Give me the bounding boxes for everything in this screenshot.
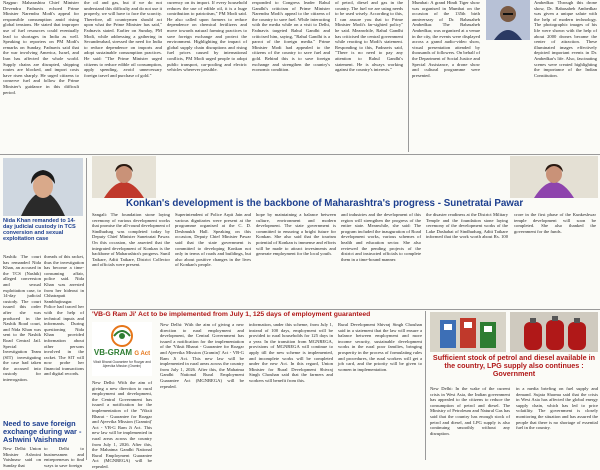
article-column: to Delhi to businessmen and entrepreneurs to find ways to save foreign [44,446,84,468]
article-column: threads of this racket, thus the investigation has become a time-consuming affair, police said. Nida Khan was arrested from her hideout in Chhatrapati Sambhajinagar. Police had traced her with the help of technical inputs and informants. During questioning Nida Khan provided information about other persons involved in the racket. The SIT will now probe her financial transactions and digital records. [44,254,84,377]
article-column: the oil and gas, but if we do not understand this difficulty and do not use it properly, we will have to face the scarcity. Therefore, all countrymen should act upon what the Prime Minister has said," Fadnavis stated. Earlier on Sunday, PM Modi, while addressing a gathering in Secunderabad, stressed the need for India to reduce dependence on imports and adopt sustainable consumption practices. He said: "The Prime Minister urged citizens to reduce edible oil consumption, apply spending, avoid unnecessary foreign travel and purchase of gold." [84,0,162,78]
article-column: the disaster readiness at the District Military Temple and the foundation stone laying ceremony of the development works of the Lake Dashabai of Sindhudurg. Aditi Tatkare informed that the work worth about Rs. 100 crore in the first phase of the Kunkeshwar temple development will soon be completed. She also thanked the government for the funds. [426,212,596,240]
article-column: currency on its import. If every household reduces the use of edible oil, it is a huge contribution to patriotism," PM Modi said. He also called upon farmers to reduce dependence on chemical fertilizers and move towards natural farming practices to save foreign exchange and protect the environment. Highlighting the impact of global supply chain disruptions and rising fuel prices caused by international conflicts, PM Modi urged people to adopt public transport, car-pooling and electric vehicles wherever possible. [167,0,247,73]
ambedkar-portrait-image [486,0,530,40]
lpg-cylinder-photo [510,312,598,352]
vbgram-logo-main: VB-GRAM [93,348,133,357]
section-divider [0,154,600,155]
vbgram-logo-text [92,348,152,359]
fuel-headline: Sufficient stock of petrol and diesel available in the country, LPG supply also continues : Government [432,353,596,378]
fuel-pump-photo [430,312,506,352]
column-divider [408,0,409,152]
konkan-headline: Konkan's development is the backbone of Maharashtra's progress - Sunetratai Pawar [126,198,524,209]
vaishnaw-headline: Need to save foreign exchange during war - Ashwini Vaishnaw [3,419,82,445]
vbgram-headline: 'VB-G Ram Ji' Act to be implemented from July 1, 125 days of employment guaranteed [92,311,371,318]
article-column: Ambedkar. Through this drone show, Dr. Babasaheb Ambedkar was given a unique salute with the help of modern technology. The photographic images of his life were shown with the help of about 2000 drones became the center of attraction. These illuminated images effectively depicted important events in Dr. Ambedkar's life. Also, fascinating scenes were created highlighting the importance of the Indian Constitution. [534,0,597,78]
sunetra-pawar-photo-right [510,156,598,198]
column-divider [86,158,87,460]
article-column: New Delhi: With the aim of giving a new direction to rural employment and development, the Central Government has issued a notification for the implementation of the 'Viksit Bharat - Guarantee for Rozgar and Ajeevika Mission (Gramin)' Act - VB-G Ram Ji Act. This new law will be implemented in rural areas across the country from July 1, 2026. After this, the Mahatma Gandhi National Rural Employment Guarantee Act (MGNREGA) will be repealed. [160,322,244,389]
nida-khan-photo [3,158,83,216]
nida-khan-headline: Nida Khan remanded to 14-day judicial custody in TCS conversion and sexual exploitation case [3,218,76,243]
article-column: of petrol, diesel and gas in the country. The fuel we are using needs to be used wisely. According to this, I can assure you that to Prime Minister Modi's far-sighted policy" he said. Meanwhile, Rahul Gandhi has criticised the central government while reacting to Modi's statement. Responding to this, Fadnavis said, "There is no need to pay any attention to Rahul Gandhi's statement. He is always working against the country's interests." [335,0,403,73]
article-column: responded to Congress leader Rahul Gandhi's criticism of Prime Minister Narendra Modi's appeal to the citizens of the country to save fuel. While interacting with the media while on a visit to Delhi, Fadnavis targeted Rahul Gandhi and criticised him, saying, "Rahul Gandhi is a parrot of the foreign media." Prime Minister Modi had appealed to the citizens of the country to save fuel and gold. Behind this is to save foreign exchange and strengthen the country's economic condition. [252,0,330,73]
article-column: information, under this scheme, from July 1, instead of 100 days, employment will be provided to rural households for 125 days in a year. In the transition from MGNREGA, provisions of MGNREGA will continue to apply till the new scheme is implemented, and incomplete works will be completed under the new Act. In this regard, Union Minister for Rural Development Shivraj Singh Chouhan said that the farmers and workers will benefit from this. [249,322,333,383]
article-column: Sangali: The foundation stone laying ceremony of various development works that promise the all-round development of Sindhudurg was completed today by Deputy Chief Minister Sunetratai Pawar. On this occasion, she asserted that the integrated development of Konkan is the backbone of Maharashtra's progress. Sunil Tatkare, Aditi Tatkare, District Collector and officials were present. [92,212,171,268]
section-divider [90,309,600,310]
article-column: and industries and the development of this region will strengthen the progress of the entire state. Meanwhile, she said: The program included the inauguration of Road development works, various schemes of health and education sector. She also reviewed the pending projects of the district and instructed officials to complete them in a time-bound manner. [341,212,421,262]
vbgram-logo-suffix: G Act [134,351,151,357]
column-divider [425,311,426,460]
sunetra-pawar-photo-left [92,156,156,198]
vbgram-logo-tagline: Viksit Bharat Guarantee for Rozgar and Ajeevika Mission (Gramin) [93,360,151,368]
article-column: New Delhi: In the wake of the current crisis in West Asia, the Indian government has appealed to the citizens to reduce the consumption of petrol and diesel. The Ministry of Petroleum and Natural Gas has said that the country has enough stock of petrol and diesel, and LPG supply is also continuing smoothly without any disruption. [430,386,510,436]
article-column: in a media briefing on fuel supply and demand. Sujata Sharma said that the crisis in West Asia has affected the global energy supply chain, which has led to price volatility. The government is closely monitoring the situation and has assured the people that there is no shortage of essential fuel in the country. [516,386,598,431]
article-column: Nashik: The court has remanded Nida Khan, an accused in the TCS (Nashik) alleged conversion and sexual exploitation case, to 14-day judicial custody. The court issued this order after she was produced in the Nashik Road court, and Nida Khan was sent to the Nashik Road Central Jail. Special Investigation Team (SIT) investigating the case had taken the accused into custody for interrogation. [3,254,41,383]
article-column: New Delhi: With the aim of giving a new direction to rural employment and development, the Central Government has issued a notification for the implementation of the 'Viksit Bharat - Guarantee for Rozgar and Ajeevika Mission (Gramin)' Act - VB-G Ram Ji Act. This new law will be implemented in rural areas across the country from July 1, 2026. After this, the Mahatma Gandhi National Rural Employment Guarantee Act (MGNREGA) will be repealed. [92,380,152,469]
vbgram-logo [92,322,152,376]
article-column: hope by maintaining a balance between culture, environment and modern development. The state government is committed to ensuring a bright future for Konkan. She also said that the tourism potential of Konkan is immense and efforts will be made to attract investments and generate employment for the local youth. [256,212,336,257]
article-column: Superintendent of Police Arpit Jain and various dignitaries were present at the programme organised at the C. D. Deshmukh Hall. Speaking on this occasion, Deputy Chief Minister Pawar said that the state government is committed to developing Konkan not only in terms of roads and buildings, but also about positive changes in the lives of Konkan's people. [175,212,251,268]
article-column: Nagpur: Maharashtra Chief Minister Devendra Fadnavis echoed Prime Minister Narendra Modi's appeal for responsible consumption amid rising global tensions. He stated that improper use of fuel resources could eventually lead to shortages in India as well. Speaking to reporters on PM Modi's remarks on Sunday, Fadnavis said that the war involving America, Israel, and Iran has affected the whole world. Supply chains are disrupted, shipping routes are blocked, and import costs have risen sharply. He urged citizens to conserve fuel and follow the Prime Minister's guidance in this difficult period. [3,0,79,95]
article-column: Mumbai: A grand Hindi Tiger show was organised in Mumbai on the occasion of the 135th birth anniversary of Dr. Babasaheb Ambedkar. The Babasaheb Ambedkar, was organized at a venue in the city, the events were displayed across a grand audio-video show, visual presentation attended by thousands of followers. On behalf of the Department of Social Justice and Special Assistance, a drone show and cultural programme were presented. [412,0,480,78]
article-column: Rural Development Shivraj Singh Chouhan said in a statement that the law will ensure a balance between employment and more income security, sustainable development works in the rural poor families, bringing prosperity in the process of formulating rules and procedures, the rural workers will get a job card, and the priority will be given to women in implementation. [338,322,422,372]
article-column: New Delhi: Union Minister Ashwini Vaishnaw said on Sunday that [3,446,41,468]
